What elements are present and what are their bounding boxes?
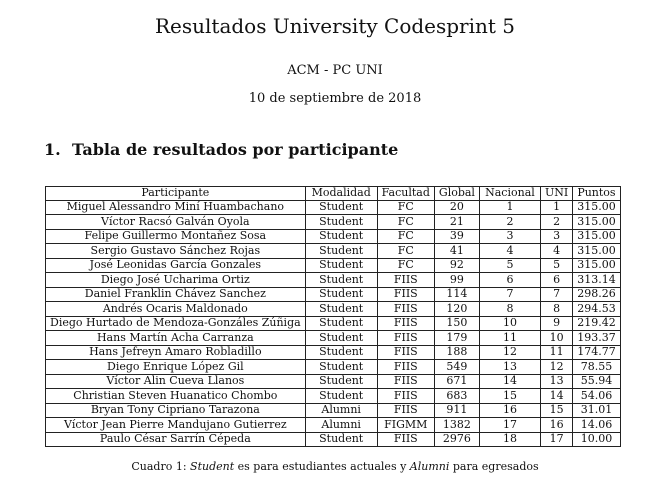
table-cell: FIIS [377,331,434,346]
table-cell: 2 [479,215,540,230]
table-cell: 7 [479,287,540,302]
column-header: Facultad [377,187,434,201]
table-cell: 15 [540,403,572,418]
table-cell: 3 [479,229,540,244]
table-cell: 683 [434,389,479,404]
table-cell: FIIS [377,273,434,288]
table-cell: 54.06 [573,389,621,404]
table-cell: FIIS [377,389,434,404]
table-cell: Student [305,345,377,360]
table-row [46,360,621,375]
table-cell: 174.77 [573,345,621,360]
table-cell: 11 [540,345,572,360]
column-header: Puntos [573,187,621,201]
table-cell: 3 [540,229,572,244]
table-cell: 8 [540,302,572,317]
table-cell: 315.00 [573,229,621,244]
table-cell: Student [305,287,377,302]
table-cell: FIIS [377,345,434,360]
table-cell: 14 [540,389,572,404]
table-cell: 5 [479,258,540,273]
table-row [46,215,621,230]
table-cell: Student [305,360,377,375]
table-cell: 7 [540,287,572,302]
table-cell: 114 [434,287,479,302]
table-cell: 120 [434,302,479,317]
results-table [45,186,621,447]
table-cell: 10 [540,331,572,346]
table-cell: 17 [540,432,572,447]
table-cell: 315.00 [573,258,621,273]
table-cell: 12 [479,345,540,360]
table-cell: 92 [434,258,479,273]
table-cell: 16 [479,403,540,418]
table-cell: 2976 [434,432,479,447]
column-header: Modalidad [305,187,377,201]
table-cell: 188 [434,345,479,360]
table-cell: 179 [434,331,479,346]
table-cell: 10 [479,316,540,331]
table-cell: 17 [479,418,540,433]
table-cell: 5 [540,258,572,273]
table-cell: 549 [434,360,479,375]
table-cell: 298.26 [573,287,621,302]
section-title: Tabla de resultados por participante [72,140,399,159]
table-cell: Student [305,229,377,244]
table-cell: Felipe Guillermo Montañez Sosa [46,229,306,244]
table-cell: 39 [434,229,479,244]
table-cell: Daniel Franklin Chávez Sanchez [46,287,306,302]
table-cell: 4 [540,244,572,259]
table-cell: FIGMM [377,418,434,433]
section-number: 1. [44,140,61,159]
table-cell: FC [377,258,434,273]
table-row [46,258,621,273]
table-cell: 21 [434,215,479,230]
table-cell: 4 [479,244,540,259]
document-title: Resultados University Codesprint 5 [154,14,516,38]
table-cell: Student [305,302,377,317]
table-cell: 41 [434,244,479,259]
table-cell: Diego José Ucharima Ortiz [46,273,306,288]
table-cell: FIIS [377,432,434,447]
table-cell: 16 [540,418,572,433]
table-cell: Hans Martín Acha Carranza [46,331,306,346]
table-row [46,403,621,418]
table-row [46,302,621,317]
table-cell: FIIS [377,360,434,375]
table-cell: 8 [479,302,540,317]
table-cell: 1382 [434,418,479,433]
table-cell: 6 [540,273,572,288]
table-cell: 1 [540,200,572,215]
table-cell: Student [305,244,377,259]
table-cell: 193.37 [573,331,621,346]
table-row [46,229,621,244]
caption-suffix: para egresados [449,460,539,473]
column-header: Global [434,187,479,201]
table-cell: 150 [434,316,479,331]
table-cell: Víctor Alin Cueva Llanos [46,374,306,389]
table-cell: 294.53 [573,302,621,317]
table-cell: 78.55 [573,360,621,375]
table-row [46,331,621,346]
table-row [46,200,621,215]
table-row [46,418,621,433]
table-cell: FC [377,200,434,215]
table-cell: Diego Enrique López Gil [46,360,306,375]
caption-term-alumni: Alumni [409,460,450,473]
table-cell: Student [305,316,377,331]
table-row [46,374,621,389]
table-row [46,432,621,447]
table-cell: 313.14 [573,273,621,288]
table-cell: FC [377,215,434,230]
table-cell: Student [305,215,377,230]
table-cell: 31.01 [573,403,621,418]
column-header: Participante [46,187,306,201]
table-cell: Diego Hurtado de Mendoza-Gonzáles Zúñiga [46,316,306,331]
table-cell: José Leonidas García Gonzales [46,258,306,273]
table-cell: 20 [434,200,479,215]
section-heading [44,140,398,159]
table-row [46,244,621,259]
table-cell: 14 [479,374,540,389]
table-body [46,200,621,447]
table-cell: 12 [540,360,572,375]
table-cell: Student [305,200,377,215]
table-cell: FC [377,244,434,259]
table-row [46,316,621,331]
table-cell: 14.06 [573,418,621,433]
table-cell: FIIS [377,302,434,317]
table-cell: Paulo César Sarrín Cépeda [46,432,306,447]
table-cell: Christian Steven Huanatico Chombo [46,389,306,404]
table-cell: Víctor Racsó Galván Oyola [46,215,306,230]
table-cell: 55.94 [573,374,621,389]
table-cell: Sergio Gustavo Sánchez Rojas [46,244,306,259]
table-cell: Student [305,258,377,273]
table-row [46,389,621,404]
table-cell: FC [377,229,434,244]
table-cell: 315.00 [573,215,621,230]
table-cell: 315.00 [573,200,621,215]
table-cell: 219.42 [573,316,621,331]
table-cell: Student [305,273,377,288]
table-row [46,273,621,288]
table-cell: FIIS [377,374,434,389]
table-row [46,287,621,302]
table-cell: Student [305,331,377,346]
table-cell: FIIS [377,403,434,418]
table-header-row [46,187,621,201]
table-cell: 671 [434,374,479,389]
document-date: 10 de septiembre de 2018 [248,91,422,106]
table-cell: Student [305,389,377,404]
table-cell: 13 [540,374,572,389]
table-cell: FIIS [377,316,434,331]
table-caption [0,460,670,473]
document-subtitle: ACM - PC UNI [287,63,383,78]
table-cell: Student [305,432,377,447]
table-cell: 1 [479,200,540,215]
table-cell: Víctor Jean Pierre Mandujano Gutierrez [46,418,306,433]
column-header: UNI [540,187,572,201]
table-cell: Hans Jefreyn Amaro Robladillo [46,345,306,360]
table-cell: 11 [479,331,540,346]
table-cell: 2 [540,215,572,230]
table-cell: 15 [479,389,540,404]
caption-mid: es para estudiantes actuales y [234,460,410,473]
table-cell: Alumni [305,418,377,433]
table-cell: 13 [479,360,540,375]
table-cell: Miguel Alessandro Miní Huambachano [46,200,306,215]
table-cell: Student [305,374,377,389]
table-cell: FIIS [377,287,434,302]
table-cell: 10.00 [573,432,621,447]
caption-prefix: Cuadro 1: [131,460,191,473]
table-cell: 18 [479,432,540,447]
table-row [46,345,621,360]
table-cell: 315.00 [573,244,621,259]
table-cell: 911 [434,403,479,418]
column-header: Nacional [479,187,540,201]
table-cell: Alumni [305,403,377,418]
table-cell: Bryan Tony Cipriano Tarazona [46,403,306,418]
table-cell: Andrés Ocaris Maldonado [46,302,306,317]
caption-term-student: Student [190,460,235,473]
table-cell: 9 [540,316,572,331]
table-cell: 99 [434,273,479,288]
table-cell: 6 [479,273,540,288]
